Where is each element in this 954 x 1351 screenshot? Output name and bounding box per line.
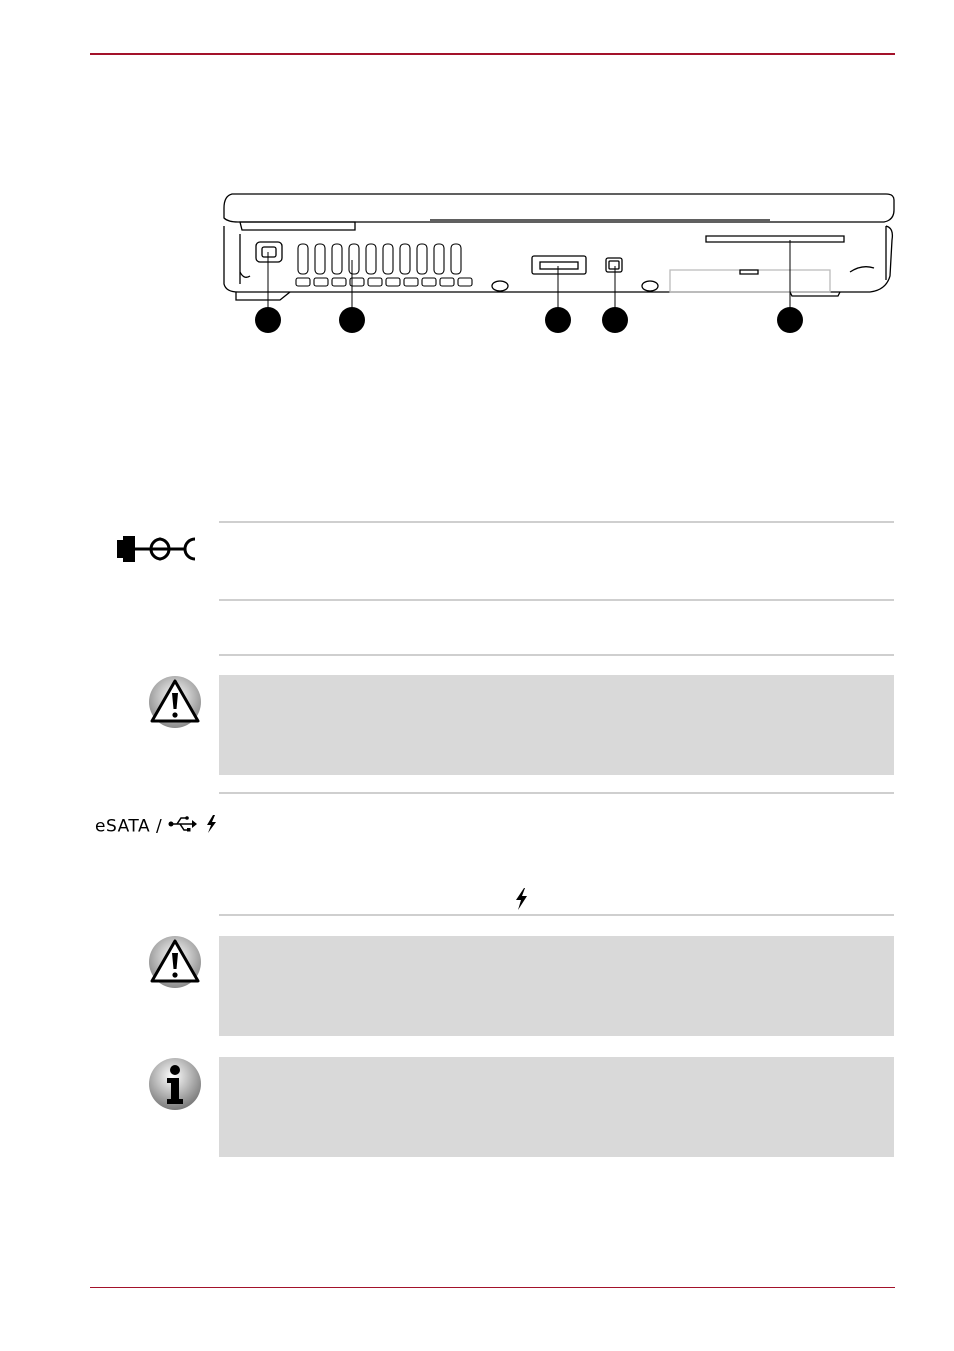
esata-usb-port-label [95, 815, 218, 838]
security-lock-icon [115, 534, 199, 569]
esata-label-text: eSATA / [95, 816, 163, 837]
laptop-side-drawing [210, 180, 910, 340]
callout-1 [255, 307, 281, 333]
section-rule-caution-2 [219, 914, 894, 916]
usb-icon [168, 816, 198, 837]
callout-2 [339, 307, 365, 333]
info-box [219, 1057, 894, 1157]
callout-5 [777, 307, 803, 333]
lightning-icon [204, 815, 218, 838]
section-rule-vents [219, 599, 894, 601]
header-rule [90, 53, 895, 55]
caution-box-1 [219, 675, 894, 775]
info-icon [148, 1057, 202, 1116]
section-rule-esata [219, 792, 894, 794]
callout-4 [602, 307, 628, 333]
footer-rule [90, 1287, 895, 1288]
warning-triangle-icon [148, 675, 202, 734]
left-side-view-illustration [210, 180, 910, 340]
lightning-icon [514, 888, 528, 915]
callout-3 [545, 307, 571, 333]
section-rule-security [219, 521, 894, 523]
section-rule-caution-1 [219, 654, 894, 656]
warning-triangle-icon [148, 935, 202, 994]
caution-box-2 [219, 936, 894, 1036]
